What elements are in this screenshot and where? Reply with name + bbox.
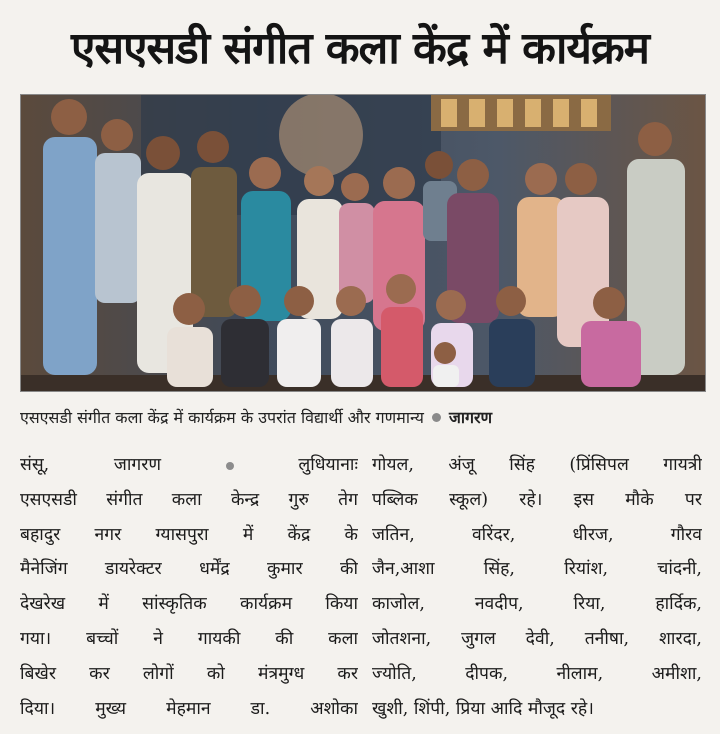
article-line: जैन,आशा सिंह, रियांश, चांदनी, [372,559,702,580]
article-line: एसएसडी संगीत कला केन्द्र गुरु तेग [20,489,358,510]
article-column-right [372,448,702,728]
headline: एसएसडी संगीत कला केंद्र में कार्यक्रम [71,23,649,74]
article-line: पब्लिक स्कूल) रहे। इस मौके पर [372,489,702,510]
bullet-dot-icon [432,413,441,422]
article-line: जोतशना, जुगल देवी, तनीषा, शारदा, [372,628,702,649]
article-line: गोयल, अंजू सिंह (प्रिंसिपल गायत्री [372,455,702,475]
article-line: बिखेर कर लोगों को मंत्रमुग्ध कर [20,663,358,684]
article-line: खुशी, शिंपी, प्रिया आदि मौजूद रहे। [372,698,594,719]
bullet-dot-icon [226,462,234,470]
dateline-source: संसू, जागरण [20,455,162,475]
dateline-city: लुधियानाः [298,455,358,475]
article-column-left [20,448,358,728]
caption-credit: जागरण [448,408,493,427]
article-line: दिया। मुख्य मेहमान डा. अशोका [20,698,358,719]
group-photo-icon [21,95,705,391]
article-line: जतिन, वरिंदर, धीरज, गौरव [372,524,702,545]
article-line: काजोल, नवदीप, रिया, हार्दिक, [372,594,702,615]
article-line: बहादुर नगर ग्यासपुरा में केंद्र के [20,524,358,545]
article-line [20,448,358,483]
article-line: मैनेजिंग डायरेक्टर धर्मेंद्र कुमार की [20,559,358,580]
article-line: ज्योति, दीपक, नीलाम, अमीशा, [372,663,702,684]
caption-text: एसएसडी संगीत कला केंद्र में कार्यक्रम के उपरांत विद्यार्थी और गणमान्य [20,408,424,427]
photo-caption [20,402,704,432]
article-line: देखरेख में सांस्कृतिक कार्यक्रम किया [20,594,358,615]
article-line: गया। बच्चों ने गायकी की कला [20,628,358,649]
group-photo [20,94,706,392]
